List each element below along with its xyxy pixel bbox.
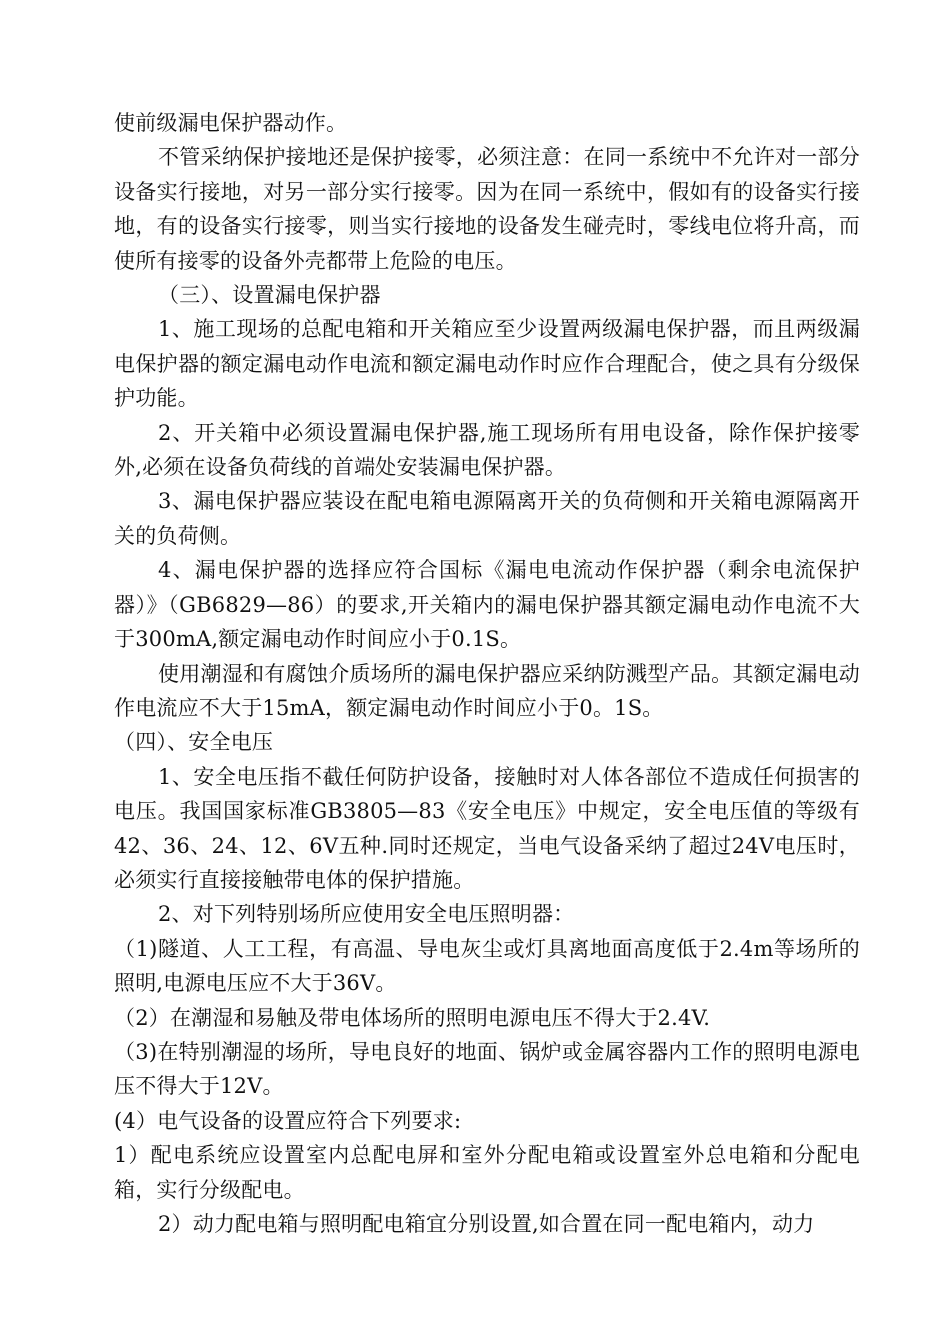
paragraph: 3、漏电保护器应装设在配电箱电源隔离开关的负荷侧和开关箱电源隔离开关的负荷侧。 bbox=[114, 489, 860, 548]
paragraph: 1、安全电压指不截任何防护设备，接触时对人体各部位不造成任何损害的电压。我国国家标准GB3805—83《安全电压》中规定，安全电压值的等级有42、36、24、12、6V五种.同时还规定，当电气设备采纳了超过24V电压时，必须实行直接接触带电体的保护措施。 bbox=[114, 764, 860, 892]
document-body bbox=[114, 106, 860, 1241]
paragraph: 不管采纳保护接地还是保护接零，必须注意：在同一系统中不允许对一部分设备实行接地，对另一部分实行接零。因为在同一系统中，假如有的设备实行接地，有的设备实行接零，则当实行接地的设备发生碰壳时，零线电位将升高，而使所有接零的设备外壳都带上危险的电压。 bbox=[114, 145, 860, 273]
paragraph: 使用潮湿和有腐蚀介质场所的漏电保护器应采纳防溅型产品。其额定漏电动作电流应不大于15mA，额定漏电动作时间应小于0。1S。 bbox=[114, 661, 860, 720]
paragraph: 2、对下列特别场所应使用安全电压照明器： bbox=[158, 902, 575, 927]
paragraph: 使前级漏电保护器动作。 bbox=[114, 111, 348, 135]
list-item: 1）配电系统应设置室内总配电屏和室外分配电箱或设置室外总电箱和分配电箱，实行分级配电。 bbox=[114, 1143, 860, 1202]
paragraph: 2、开关箱中必须设置漏电保护器,施工现场所有用电设备，除作保护接零外,必须在设备负荷线的首端处安装漏电保护器。 bbox=[114, 420, 860, 480]
section-heading: （三）、设置漏电保护器 bbox=[158, 283, 381, 308]
list-item: （3)在特别潮湿的场所，导电良好的地面、锅炉或金属容器内工作的照明电源电压不得大于12V。 bbox=[114, 1039, 860, 1099]
section-heading: （四）、安全电压 bbox=[114, 730, 274, 755]
list-item: （2）在潮湿和易触及带电体场所的照明电源电压不得大于2.4V. bbox=[114, 1005, 711, 1030]
list-item: (4）电气设备的设置应符合下列要求: bbox=[114, 1108, 462, 1133]
list-item: （1)隧道、人工工程，有高温、导电灰尘或灯具离地面高度低于2.4m等场所的照明,电源电压应不大于36V。 bbox=[114, 936, 860, 996]
paragraph: 1、施工现场的总配电箱和开关箱应至少设置两级漏电保护器，而且两级漏电保护器的额定漏电动作电流和额定漏电动作时应作合理配合，使之具有分级保护功能。 bbox=[114, 317, 860, 411]
list-item: 2）动力配电箱与照明配电箱宜分别设置,如合置在同一配电箱内，动力 bbox=[158, 1212, 815, 1236]
paragraph: 4、漏电保护器的选择应符合国标《漏电电流动作保护器（剩余电流保护器）》（GB6829—86）的要求,开关箱内的漏电保护器其额定漏电动作电流不大于300mA,额定漏电动作时间应小于0.1S。 bbox=[114, 558, 860, 652]
